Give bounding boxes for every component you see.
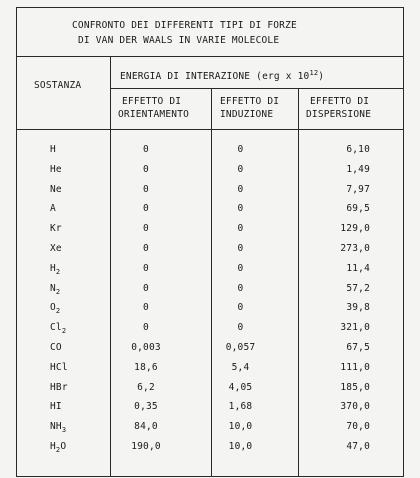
substance-cell bbox=[50, 223, 62, 234]
substance-subscript: 2 bbox=[61, 327, 67, 336]
orientation-cell: 0 bbox=[143, 262, 149, 274]
induction-cell: 0 bbox=[237, 223, 244, 235]
substance-symbol-tail: O bbox=[60, 441, 67, 452]
induction-cell: 0 bbox=[237, 203, 244, 215]
substance-cell bbox=[50, 164, 62, 175]
col-dispersion-header-1: EFFETTO DI bbox=[310, 96, 370, 107]
induction-cell: 0 bbox=[237, 144, 244, 155]
substance-symbol: HI bbox=[50, 401, 62, 413]
dispersion-cell: 47,0 bbox=[346, 441, 370, 452]
rule-below-energy-header bbox=[110, 88, 404, 89]
orientation-cell: 0 bbox=[143, 243, 149, 254]
col-induction-header-1: EFFETTO DI bbox=[220, 96, 280, 107]
energy-header-exponent: 12 bbox=[309, 69, 319, 77]
substance-symbol: CO bbox=[50, 342, 62, 353]
substance-symbol: He bbox=[50, 163, 62, 175]
substance-cell bbox=[50, 302, 60, 317]
dispersion-cell: 273,0 bbox=[340, 243, 370, 254]
induction-cell: 0,057 bbox=[225, 342, 256, 353]
substance-symbol: HCl bbox=[50, 361, 68, 373]
dispersion-cell: 370,0 bbox=[340, 401, 370, 413]
dispersion-cell: 11,4 bbox=[346, 262, 370, 274]
substance-symbol: HBr bbox=[50, 381, 68, 393]
induction-cell: 10,0 bbox=[228, 441, 253, 452]
induction-cell: 0 bbox=[237, 243, 244, 254]
dispersion-cell: 57,2 bbox=[346, 282, 370, 294]
rule-induction-column bbox=[298, 88, 299, 477]
induction-cell: 0 bbox=[237, 302, 244, 314]
dispersion-cell: 6,10 bbox=[346, 144, 370, 155]
substance-cell bbox=[50, 421, 66, 436]
dispersion-cell: 7,97 bbox=[346, 183, 370, 195]
substance-cell bbox=[50, 203, 56, 214]
substance-subscript: 2 bbox=[55, 446, 61, 454]
col-induction-header-2: INDUZIONE bbox=[220, 109, 274, 120]
substance-symbol: N bbox=[50, 282, 56, 294]
orientation-cell: 84,0 bbox=[134, 421, 158, 433]
substance-header: SOSTANZA bbox=[34, 80, 82, 91]
induction-cell: 0 bbox=[237, 183, 244, 195]
dispersion-cell: 1,49 bbox=[346, 163, 370, 175]
orientation-cell: 0 bbox=[143, 223, 149, 235]
substance-symbol: H bbox=[50, 441, 56, 452]
induction-cell: 0 bbox=[237, 282, 244, 294]
substance-symbol: A bbox=[50, 203, 56, 215]
substance-cell bbox=[50, 362, 68, 373]
energy-header-close: ) bbox=[318, 71, 325, 82]
induction-cell: 1,68 bbox=[228, 401, 253, 413]
substance-symbol: Xe bbox=[50, 243, 62, 254]
substance-cell bbox=[50, 144, 56, 155]
induction-cell: 5,4 bbox=[231, 361, 250, 373]
table-title-line-2: DI VAN DER WAALS IN VARIE MOLECOLE bbox=[78, 35, 280, 46]
rule-below-column-headers bbox=[16, 129, 404, 130]
col-dispersion-header-2: DISPERSIONE bbox=[306, 109, 372, 120]
substance-symbol: Ne bbox=[50, 183, 62, 195]
substance-subscript: 3 bbox=[61, 426, 67, 435]
orientation-cell: 0 bbox=[143, 302, 149, 314]
dispersion-cell: 70,0 bbox=[346, 421, 370, 433]
substance-cell bbox=[50, 401, 62, 412]
substance-cell bbox=[50, 283, 60, 298]
dispersion-cell: 69,5 bbox=[346, 203, 370, 215]
substance-symbol: NH bbox=[50, 421, 62, 433]
substance-symbol: H bbox=[50, 262, 56, 274]
dispersion-cell: 39,8 bbox=[346, 302, 370, 314]
energy-header-text: ENERGIA DI INTERAZIONE (erg x 10 bbox=[120, 71, 310, 82]
substance-cell bbox=[50, 342, 62, 353]
dispersion-cell: 129,0 bbox=[340, 223, 370, 235]
induction-cell: 0 bbox=[237, 322, 244, 334]
orientation-cell: 0 bbox=[143, 144, 149, 155]
orientation-cell: 18,6 bbox=[134, 361, 158, 373]
orientation-cell: 0 bbox=[143, 203, 149, 215]
substance-cell bbox=[50, 263, 60, 278]
induction-cell: 4,05 bbox=[228, 381, 253, 393]
substance-cell bbox=[50, 184, 62, 195]
substance-symbol: H bbox=[50, 144, 56, 155]
rule-below-title bbox=[16, 56, 404, 57]
substance-subscript: 2 bbox=[55, 287, 61, 296]
orientation-cell: 0 bbox=[143, 282, 149, 294]
dispersion-cell: 321,0 bbox=[340, 322, 370, 334]
orientation-cell: 190,0 bbox=[131, 441, 161, 452]
induction-cell: 0 bbox=[237, 163, 244, 175]
substance-cell bbox=[50, 382, 68, 393]
induction-cell: 0 bbox=[237, 262, 244, 274]
col-orientation-header-2: ORIENTAMENTO bbox=[118, 109, 190, 120]
energy-header bbox=[120, 68, 324, 82]
substance-symbol: O bbox=[50, 302, 56, 314]
substance-subscript: 2 bbox=[55, 307, 61, 316]
dispersion-cell: 185,0 bbox=[340, 381, 370, 393]
orientation-cell: 0 bbox=[143, 183, 149, 195]
orientation-cell: 6,2 bbox=[137, 381, 155, 393]
col-orientation-header-1: EFFETTO DI bbox=[122, 96, 182, 107]
substance-symbol: Cl bbox=[50, 322, 62, 334]
orientation-cell: 0,003 bbox=[131, 342, 161, 353]
dispersion-cell: 67,5 bbox=[346, 342, 370, 353]
substance-subscript: 2 bbox=[55, 267, 61, 276]
orientation-cell: 0 bbox=[143, 163, 149, 175]
dispersion-cell: 111,0 bbox=[340, 361, 370, 373]
orientation-cell: 0,35 bbox=[134, 401, 158, 413]
table-title-line-1: CONFRONTO DEI DIFFERENTI TIPI DI FORZE bbox=[72, 20, 297, 31]
substance-cell bbox=[50, 243, 62, 254]
orientation-cell: 0 bbox=[143, 322, 149, 334]
substance-cell bbox=[50, 441, 66, 456]
substance-symbol: Kr bbox=[50, 223, 62, 235]
substance-cell bbox=[50, 322, 66, 337]
induction-cell: 10,0 bbox=[228, 421, 253, 433]
